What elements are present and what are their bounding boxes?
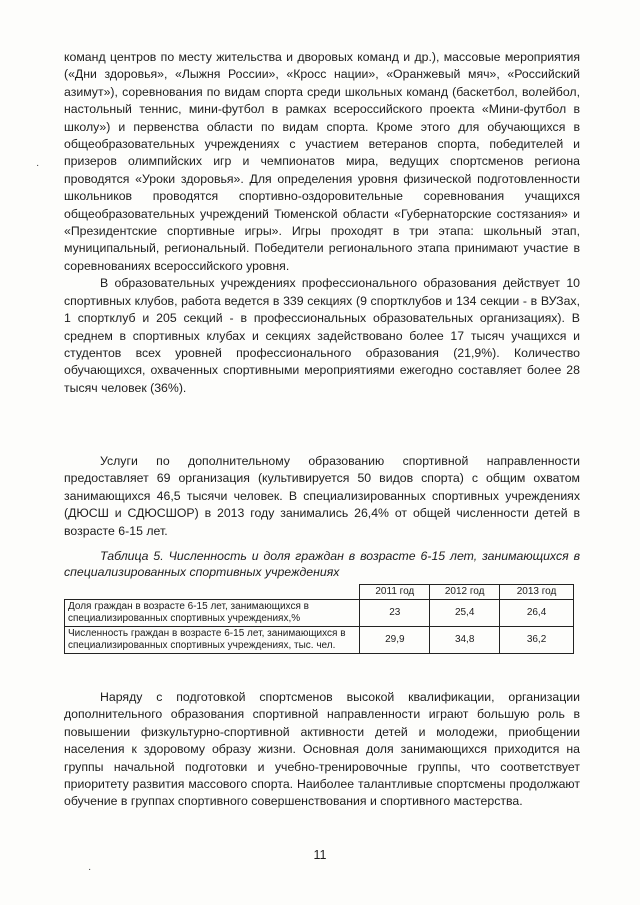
page-number: 11 bbox=[313, 848, 327, 862]
table-header-cell: 2012 год bbox=[430, 585, 500, 600]
paragraph-additional-education: Услуги по дополнительному образованию спортивной направленности предоставляет 69 организация (культивируется 50 видов спорта) с общим охватом занимающихся 46,5 тысячи человек. В специализированных спортивных учреждениях (ДЮСШ и СДЮСШОР) в 2013 году занимались 26,4% от общей численности детей в возрасте 6-15 лет. bbox=[64, 454, 580, 538]
table-caption-text: Таблица 5. Численность и доля граждан в возрасте 6-15 лет, занимающихся в специализированных спортивных учреждениях bbox=[64, 549, 580, 579]
scan-mark: · bbox=[88, 864, 92, 875]
table-header-row bbox=[65, 585, 574, 600]
table-header-cell: 2013 год bbox=[500, 585, 574, 600]
table-cell: 26,4 bbox=[500, 600, 574, 627]
paragraph-professional-education: В образовательных учреждениях профессионального образования действует 10 спортивных клубов, работа ведется в 339 секциях (9 спортклубов и 134 секции - в ВУЗах, 1 спортклуб и 205 секций - в профессиональных образовательных организациях). В среднем в спортивных клубах и секциях задействовано более 17 тысяч учащихся и студентов всех уровней профессионального образования (21,9%). Количество обучающихся, охваченных спортивными мероприятиями ежегодно составляет более 28 тысяч человек (36%). bbox=[64, 276, 580, 395]
table-cell: 25,4 bbox=[430, 600, 500, 627]
table-cell: 29,9 bbox=[360, 627, 430, 654]
stats-table bbox=[64, 584, 574, 654]
table-header-cell: 2011 год bbox=[360, 585, 430, 600]
table-row bbox=[65, 600, 574, 627]
table-header-empty bbox=[65, 585, 360, 600]
text-section-top bbox=[64, 49, 580, 397]
table-cell: 23 bbox=[360, 600, 430, 627]
text-section-bottom bbox=[64, 689, 580, 811]
table-row-label: Доля граждан в возрасте 6-15 лет, занимающихся в специализированных спортивных учреждениях,% bbox=[65, 600, 360, 627]
scan-mark: · bbox=[36, 160, 40, 171]
table-row-label: Численность граждан в возрасте 6-15 лет, занимающихся в специализированных спортивных учреждениях, тыс. чел. bbox=[65, 627, 360, 654]
text-section-services bbox=[64, 453, 580, 540]
table-cell: 34,8 bbox=[430, 627, 500, 654]
paragraph-conclusion: Наряду с подготовкой спортсменов высокой квалификации, организации дополнительного образования спортивной направленности играют большую роль в повышении физкультурно-спортивной активности детей и молодежи, приобщении населения к здоровому образу жизни. Основная доля занимающихся приходится на группы начальной подготовки и учебно-тренировочные группы, что соответствует приоритету развития массового спорта. Наиболее талантливые спортсмены продолжают обучение в группах спортивного совершенствования и спортивного мастерства. bbox=[64, 690, 580, 809]
table-cell: 36,2 bbox=[500, 627, 574, 654]
paragraph-continuation: команд центров по месту жительства и дворовых команд и др.), массовые мероприятия («Дни здоровья», «Лыжня России», «Кросс нации», «Оранжевый мяч», «Российский азимут»), соревнования по видам спорта среди школьных команд (баскетбол, волейбол, настольный теннис, мини-футбол в рамках всероссийского проекта «Мини-футбол в школу») и первенства области по видам спорта. Кроме этого для обучающихся в общеобразовательных учреждениях с участием ветеранов спорта, победителей и призеров олимпийских игр и чемпионатов мира, ведущих спортсменов региона проводятся «Уроки здоровья». Для определения уровня физической подготовленности школьников проводятся спортивно-оздоровительные соревнования учащихся общеобразовательных учреждений Тюменской области «Губернаторские состязания» и «Президентские спортивные игры». Игры проходят в три этапа: школьный этап, муниципальный, региональный. Победители регионального этапа принимают участие в соревнованиях всероссийского уровня. bbox=[64, 50, 580, 273]
table-row bbox=[65, 627, 574, 654]
table-caption bbox=[64, 548, 580, 580]
